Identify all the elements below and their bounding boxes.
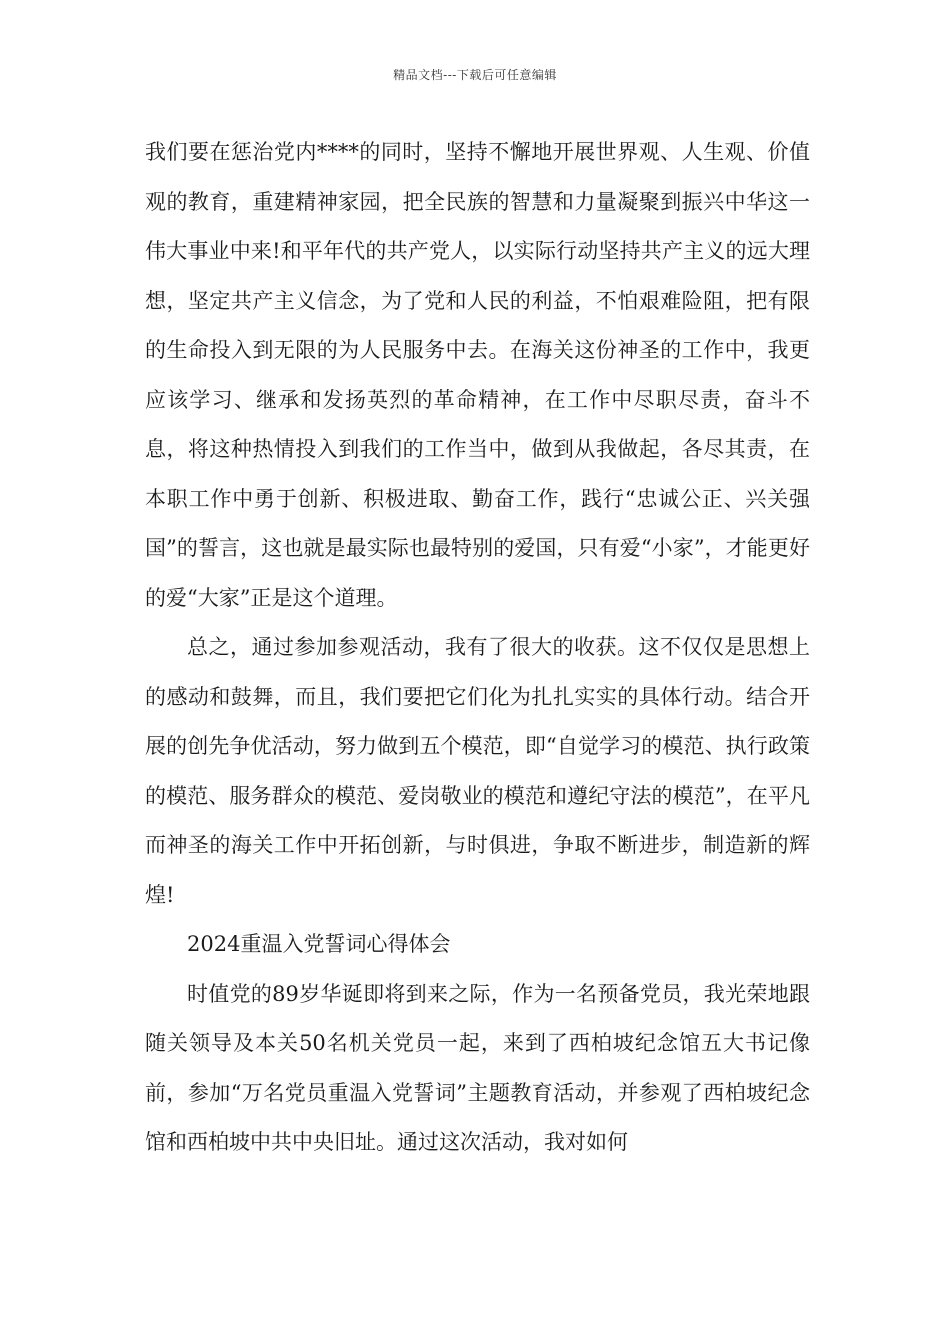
paragraph-1: 我们要在惩治党内****的同时，坚持不懈地开展世界观、人生观、价值观的教育，重建精神家园，把全民族的智慧和力量凝聚到振兴中华这一伟大事业中来!和平年代的共产党人，以实际行动坚持共产主义的远大理想，坚定共产主义信念，为了党和人民的利益，不怕艰难险阻，把有限的生命投入到无限的为人民服务中去。在海关这份神圣的工作中，我更应该学习、继承和发扬英烈的革命精神，在工作中尽职尽责，奋斗不息，将这种热情投入到我们的工作当中，做到从我做起，各尽其责，在本职工作中勇于创新、积极进取、勤奋工作，践行“忠诚公正、兴关强国”的誓言，这也就是最实际也最特别的爱国，只有爱“小家”，才能更好的爱“大家”正是这个道理。 xyxy=(145,140,810,610)
page-header: 精品文档---下载后可任意编辑 xyxy=(393,68,557,82)
document-body xyxy=(145,128,810,1168)
paragraph-3: 时值党的89岁华诞即将到来之际，作为一名预备党员，我光荣地跟随关领导及本关50名机关党员一起，来到了西柏坡纪念馆五大书记像前，参加“万名党员重温入党誓词”主题教育活动，并参观了西柏坡纪念馆和西柏坡中共中央旧址。通过这次活动，我对如何 xyxy=(145,981,810,1154)
paragraph-2: 总之，通过参加参观活动，我有了很大的收获。这不仅仅是思想上的感动和鼓舞，而且，我们要把它们化为扎扎实实的具体行动。结合开展的创先争优活动，努力做到五个模范，即“自觉学习的模范、执行政策的模范、服务群众的模范、爱岗敬业的模范和遵纪守法的模范”，在平凡而神圣的海关工作中开拓创新，与时俱进，争取不断进步，制造新的辉煌! xyxy=(145,635,810,907)
section-title: 2024重温入党誓词心得体会 xyxy=(187,932,451,956)
